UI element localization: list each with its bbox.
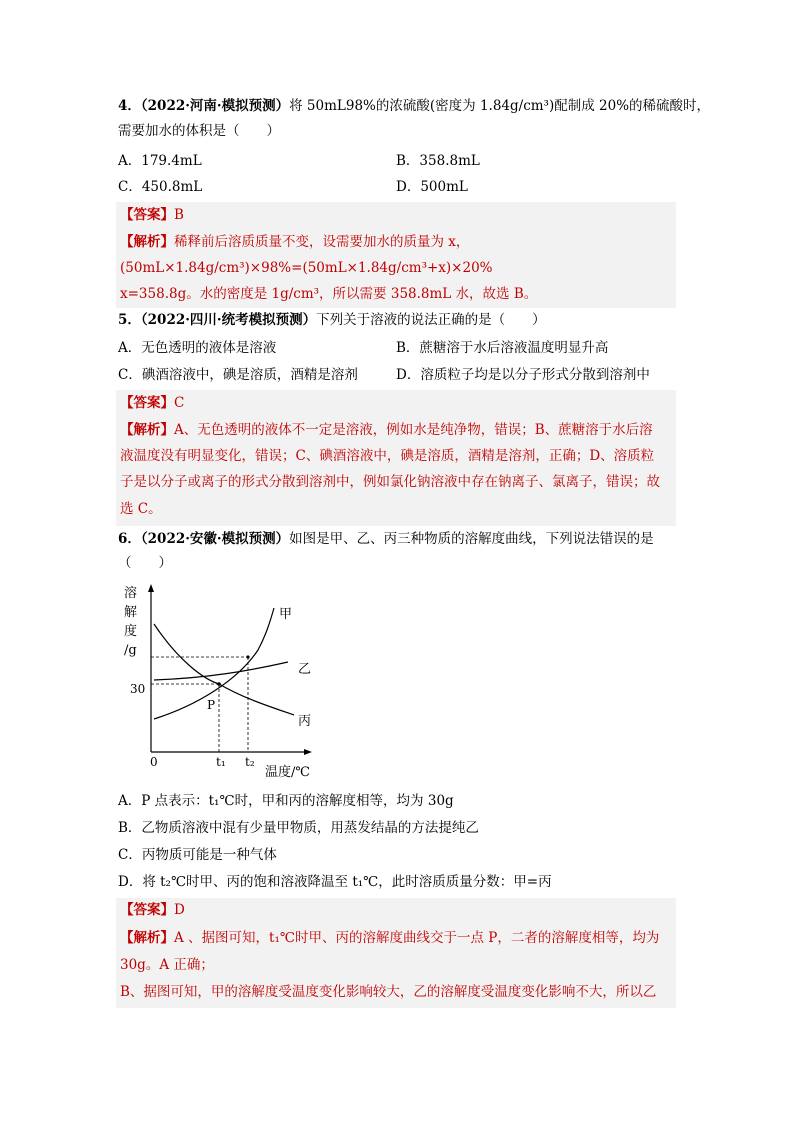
q5-source: （2022·四川·统考模拟预测） [140, 312, 317, 328]
q5-option-b: B．蔗糖溶于水后溶液温度明显升高 [396, 340, 609, 356]
q5-analysis-line4: 选 C。 [120, 501, 162, 517]
y-axis-label-1: 溶 [124, 586, 138, 601]
curve-label-yi: 乙 [298, 662, 312, 677]
point-p-label: P [207, 698, 216, 712]
q6-analysis-line2: 30g。A 正确； [120, 957, 214, 973]
q6-option-d: D．将 t₂℃时甲、丙的饱和溶液降温至 t₁℃，此时溶质质量分数：甲=丙 [118, 874, 552, 890]
curve-label-bing: 丙 [298, 714, 312, 729]
y-tick-30: 30 [130, 682, 146, 696]
q5-option-a: A．无色透明的液体是溶液 [118, 340, 277, 356]
q4-option-a: A．179.4mL [118, 153, 202, 169]
y-axis-label-4: /g [124, 643, 137, 658]
q5-option-c: C．碘酒溶液中，碘是溶质，酒精是溶剂 [118, 367, 358, 383]
q6-source: （2022·安徽·模拟预测） [140, 531, 290, 547]
y-axis-label-2: 解 [124, 605, 138, 620]
q4-stem-line1 [118, 96, 710, 116]
y-axis-label-3: 度 [124, 624, 138, 639]
q4-stem-text: 将 50mL98%的浓硫酸(密度为 1.84g/cm³)配制成 20%的稀硫酸时， [289, 98, 711, 114]
curve-label-jia: 甲 [279, 607, 293, 622]
q4-option-c: C．450.8mL [118, 179, 203, 195]
x-tick-t1: t₁ [216, 755, 226, 769]
q4-analysis-line1: 【解析】稀释前后溶质质量不变，设需要加水的质量为 x， [120, 234, 470, 250]
q5-stem-line1 [118, 310, 546, 330]
q4-option-b: B．358.8mL [396, 153, 480, 169]
curve-bing [154, 624, 294, 715]
q5-analysis-line3: 子是以分子或离子的形式分散到溶剂中，例如氯化钠溶液中存在钠离子、氯离子，错误；故 [120, 474, 660, 490]
q6-option-c: C．丙物质可能是一种气体 [118, 847, 277, 863]
q4-option-d: D．500mL [396, 179, 468, 195]
y-axis-arrow [148, 584, 154, 592]
point-t2-marker [246, 655, 249, 658]
q4-source: （2022·河南·模拟预测） [140, 98, 290, 114]
q5-answer: 【答案】C [120, 395, 185, 411]
point-p-marker [217, 682, 221, 686]
curve-yi [154, 662, 288, 680]
q4-answer: 【答案】B [120, 207, 184, 223]
solubility-curve-graph [118, 580, 328, 785]
q6-option-a: A．P 点表示：t₁℃时，甲和丙的溶解度相等，均为 30g [118, 793, 454, 809]
q5-analysis-line2: 液温度没有明显变化，错误；C、碘酒溶液中，碘是溶质，酒精是溶剂，正确；D、溶质粒 [120, 448, 655, 464]
q4-stem-line2: 需要加水的体积是（ ） [118, 123, 280, 139]
q6-stem-text: 如图是甲、乙、丙三种物质的溶解度曲线，下列说法错误的是 [289, 531, 654, 547]
x-axis-label: 温度/℃ [265, 765, 310, 780]
x-axis-arrow [304, 749, 312, 755]
q5-analysis-line1: 【解析】A、无色透明的液体不一定是溶液，例如水是纯净物，错误；B、蔗糖溶于水后溶 [120, 422, 653, 438]
q4-analysis-line2: (50mL×1.84g/cm³)×98%=(50mL×1.84g/cm³+x)×20% [120, 260, 493, 276]
q5-stem-text: 下列关于溶液的说法正确的是（ ） [316, 312, 546, 328]
q6-answer: 【答案】D [120, 902, 185, 918]
q4-number: 4． [118, 98, 141, 114]
q6-number: 6． [118, 531, 141, 547]
q6-analysis-line1: 【解析】A 、据图可知，t₁℃时甲、丙的溶解度曲线交于一点 P，二者的溶解度相等，均为 [120, 930, 660, 946]
x-tick-t2: t₂ [245, 755, 255, 769]
origin-label: 0 [150, 755, 158, 769]
q6-stem-line2: （ ） [118, 555, 172, 571]
q6-option-b: B．乙物质溶液中混有少量甲物质，用蒸发结晶的方法提纯乙 [118, 820, 479, 836]
q5-number: 5． [118, 312, 141, 328]
q6-stem-line1 [118, 529, 654, 549]
q4-analysis-line3: x=358.8g。水的密度是 1g/cm³，所以需要 358.8mL 水，故选 B。 [120, 286, 538, 302]
q6-analysis-line3: B、据图可知，甲的溶解度受温度变化影响较大，乙的溶解度受温度变化影响不大，所以乙 [120, 984, 657, 1000]
q5-option-d: D．溶质粒子均是以分子形式分散到溶剂中 [396, 367, 650, 383]
